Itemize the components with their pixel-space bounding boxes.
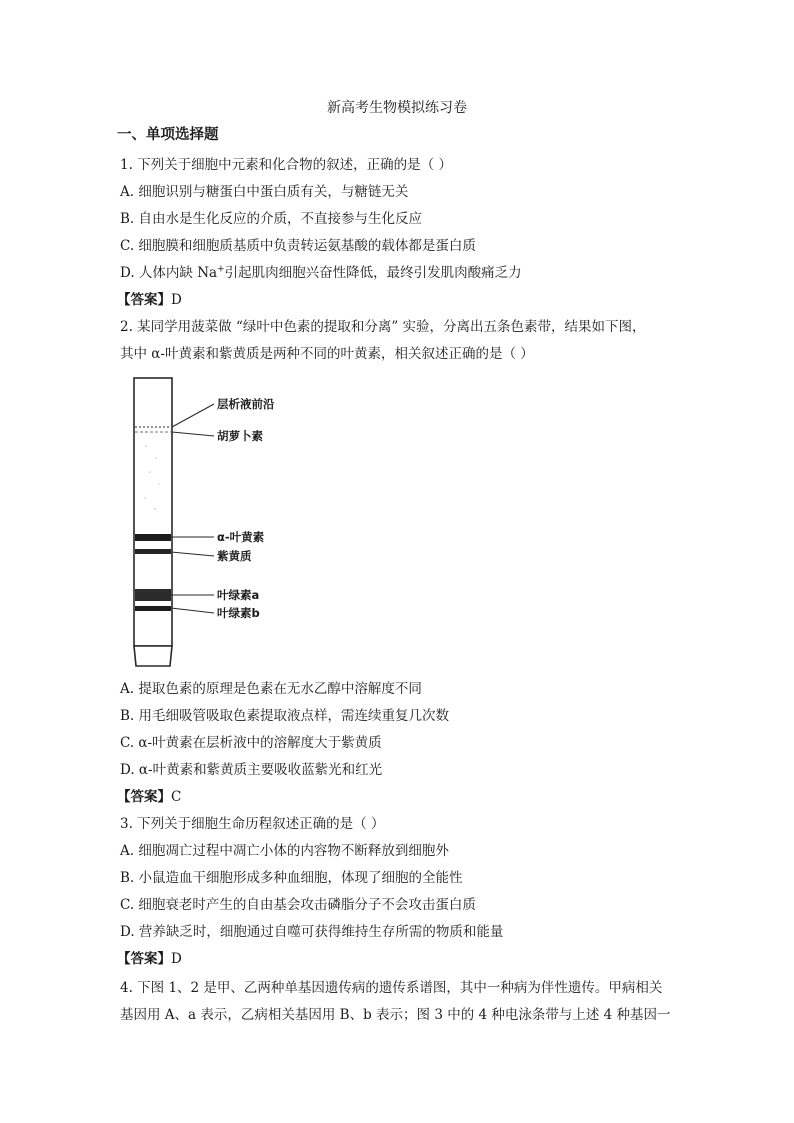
label-violaxanthin: 紫黄质 [217,549,252,563]
q3-option-d: D. 营养缺乏时，细胞通过自噬可获得维持生存所需的物质和能量 [120,924,504,940]
q2-option-c: C. α-叶黄素在层析液中的溶解度大于紫黄质 [120,735,382,751]
chlorophyll-b-band [135,606,171,611]
q1-option-b: B. 自由水是生化反应的介质，不直接参与生化反应 [120,211,423,227]
label-carotene: 胡萝卜素 [217,429,263,443]
paper-strip [134,378,172,646]
q2-stem-line2: 其中 α-叶黄素和紫黄质是两种不同的叶黄素，相关叙述正确的是（ ） [120,346,534,362]
q3-option-b: B. 小鼠造血干细胞形成多种血细胞，体现了细胞的全能性 [120,870,463,886]
label-solvent-front: 层析液前沿 [217,397,275,411]
chlorophyll-a-band [135,589,171,601]
q1-answer: 【答案】D [117,292,182,308]
q3-option-c: C. 细胞衰老时产生的自由基会攻击磷脂分子不会攻击蛋白质 [120,897,476,913]
alpha-lutein-band [135,534,171,541]
q1-stem: 1. 下列关于细胞中元素和化合物的叙述，正确的是（ ） [120,157,452,173]
label-chlorophyll-b: 叶绿素b [217,606,260,620]
page-title: 新高考生物模拟练习卷 [327,100,467,116]
label-alpha-lutein: α-叶黄素 [217,530,265,544]
q3-stem: 3. 下列关于细胞生命历程叙述正确的是（ ） [120,816,385,832]
q1-option-d: D. 人体内缺 Na+引起肌肉细胞兴奋性降低，最终引发肌肉酸痛乏力 [120,264,522,281]
q3-answer: 【答案】D [117,951,182,967]
q2-option-a: A. 提取色素的原理是色素在无水乙醇中溶解度不同 [120,681,422,697]
q3-option-a: A. 细胞凋亡过程中凋亡小体的内容物不断释放到细胞外 [120,843,449,859]
strip-tip [134,646,172,666]
violaxanthin-band [135,549,171,554]
q2-answer: 【答案】C [117,789,182,805]
label-leaders [171,404,214,613]
q2-stem-line1: 2. 某同学用菠菜做 “绿叶中色素的提取和分离” 实验，分离出五条色素带，结果如下图， [120,319,646,335]
q4-stem-line2: 基因用 A、a 表示，乙病相关基因用 B、b 表示；图 3 中的 4 种电泳条带与上述 4 种基因一 [120,1007,671,1023]
label-chlorophyll-a: 叶绿素a [217,588,260,602]
q2-option-b: B. 用毛细吸管吸取色素提取液点样，需连续重复几次数 [120,708,450,724]
section-heading: 一、单项选择题 [117,127,219,143]
chromatography-figure [128,376,298,672]
q2-option-d: D. α-叶黄素和紫黄质主要吸收蓝紫光和红光 [120,762,383,778]
q1-option-a: A. 细胞识别与糖蛋白中蛋白质有关，与糖链无关 [120,184,409,200]
q4-stem-line1: 4. 下图 1、2 是甲、乙两种单基因遗传病的遗传系谱图，其中一种病为伴性遗传。甲病相关 [120,980,663,996]
q1-option-c: C. 细胞膜和细胞质基质中负责转运氨基酸的载体都是蛋白质 [120,238,476,254]
